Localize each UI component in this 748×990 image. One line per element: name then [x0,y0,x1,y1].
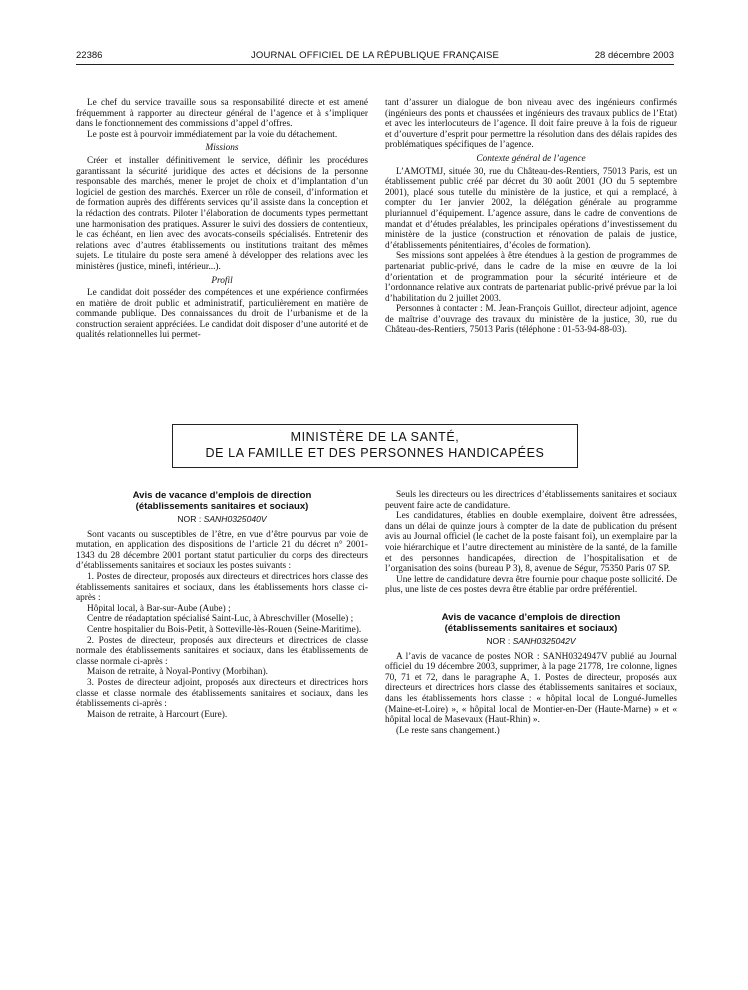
top-left-column [76,98,368,341]
issue-date: 28 décembre 2003 [594,50,674,61]
paragraph: tant d’assurer un dialogue de bon niveau avec des ingénieurs confirmés (ingénieurs des ponts et chaussées et ingénieurs des travaux publics de l’Etat) et avec les interlocuteurs de l’agence. Il doit faire preuve à la fois de rigueur et d’ouverture d’esprit pour permettre la résolution dans des délais rapides des problématiques spécifiques de l’agence. [385,98,677,151]
paragraph: 3. Postes de directeur adjoint, proposés aux directeurs et directrices hors classe et classe normale des établissements sanitaires et sociaux, dans les établissements ci-après : [76,677,368,710]
nor-code: SANH0325042V [512,635,576,646]
paragraph: Maison de retraite, à Noyal-Pontivy (Morbihan). [87,667,268,678]
paragraph: Créer et installer définitivement le service, définir les procédures garantissant la sécurité juridique des actes et décisions de la personne responsable des marchés, mener le projet de choix et d’implantation d’un logiciel de gestion des marchés. Exercer un rôle de conseil, d’information et de formation auprès des différents services qu’il assiste dans la conception et la rédaction des contrats. Piloter l’élaboration de documents types permettant une harmonisation des pratiques. Assurer le suivi des dossiers de contentieux, le cas échéant, en lien avec des avocats-conseils spécialisés. Entretenir des relations avec d’autres établissements ou institutions traitant des mêmes sujets. Le titulaire du poste sera amené à développer des relations avec les ministères (justice, minefi, intérieur...). [76,155,368,272]
avis-title [76,490,368,512]
paragraph: L’AMOTMJ, située 30, rue du Château-des-Rentiers, 75013 Paris, est un établissement public créé par décret du 30 août 2001 (JO du 5 septembre 2001), placé sous tutelle du ministère de la justice, et qui a remplacé, à compter du 1er janvier 2002, la délégation générale au programme pluriannuel d’équipement. L’agence assure, dans le cadre de conventions de mandat et d’études préalables, les principales opérations d’investissement du ministère de la justice (construction et rénovation de palais de justice, d’établissements pénitentiaires, d’écoles de formation). [385,166,677,251]
section-heading-contexte: Contexte général de l’agence [476,153,586,164]
header-rule [76,64,674,65]
paragraph: Maison de retraite, à Harcourt (Eure). [87,709,228,720]
avis-title [385,612,677,634]
avis-title-line1: Avis de vacance d’emplois de direction [132,490,312,501]
paragraph: Personnes à contacter : M. Jean-François Guillot, directeur adjoint, agence de maîtrise d’ouvrage des travaux du ministère de la justice, 30, rue du Château-des-Rentiers, 75013 Paris (téléphone : 01-53-94-88-03). [385,304,677,336]
avis-title-line1: Avis de vacance d’emplois de direction [441,611,621,623]
paragraph: Les candidatures, établies en double exemplaire, doivent être adressées, dans un délai de quinze jours à compter de la date de publication du présent avis au Journal officiel (le cachet de la poste faisant foi), un exemplaire par la voie hiérarchique et l’autre directement au ministère de la santé, de la famille et des personnes handicapées, direction de l’hospitalisation et de l’organisation des soins (bureau P 3), 8, avenue de Ségur, 75350 Paris 07 SP. [385,511,677,575]
avis-title-line2: (établissements sanitaires et sociaux) [444,622,618,634]
paragraph: A l’avis de vacance de postes NOR : SANH0324947V publié au Journal officiel du 19 décembre 2003, supprimer, à la page 21778, 1re colonne, lignes 70, 71 et 72, dans le paragraphe A, 1. Postes de directeur, proposés aux directeurs et directrices hors classe des établissements sanitaires et sociaux, dans les établissements hors classe : « hôpital local de Longué-Jumelles (Maine-et-Loire) », « hôpital local de Montier-en-Der (Haute-Marne) » et « hôpital local de Masevaux (Haut-Rhin) ». [385,651,677,726]
ministry-heading-box [172,424,578,468]
top-right-column [385,98,677,336]
paragraph: Hôpital local, à Bar-sur-Aube (Aube) ; [87,603,231,614]
bottom-left-column [76,490,368,720]
avis-title-line2: (établissements sanitaires et sociaux) [135,501,309,512]
paragraph: Seuls les directeurs ou les directrices d’établissements sanitaires et sociaux peuvent faire acte de candidature. [385,490,677,511]
paragraph: Centre hospitalier du Bois-Petit, à Sotteville-lès-Rouen (Seine-Maritime). [87,624,362,635]
paragraph: 1. Postes de directeur, proposés aux directeurs et directrices hors classe des établissements sanitaires et sociaux, dans les établissements hors classe ci-après : [76,571,368,604]
nor-reference [76,514,368,525]
paragraph: (Le reste sans changement.) [396,725,500,736]
paragraph: Le chef du service travaille sous sa responsabilité directe et est amené fréquemment à rapporter au directeur général de l’agence et à s’impliquer dans le fonctionnement des commissions d’appel d’offres. [76,98,368,130]
journal-title: JOURNAL OFFICIEL DE LA RÉPUBLIQUE FRANÇAISE [250,50,500,61]
nor-label: NOR : [486,635,513,646]
ministry-title-line2: DE LA FAMILLE ET DES PERSONNES HANDICAPÉES [205,446,545,460]
nor-code: SANH0325040V [203,514,267,524]
nor-reference [385,636,677,647]
paragraph: Le candidat doit posséder des compétences et une expérience confirmées en matière de droit public et administratif, particulièrement en matière de commande publique. Des connaissances du droit de l’urbanisme et de la construction seraient appréciées. Le candidat doit disposer d’une autorité et de qualités relationnelles lui permet- [76,288,368,341]
paragraph: Ses missions sont appelées à être étendues à la gestion de programmes de partenariat public-privé, dans le cadre de la mise en œuvre de la loi d’orientation et de programmation pour la sécurité intérieure et de l’ordonnance relative aux contrats de partenariat public-privé prévue par la loi d’habilitation du 2 juillet 2003. [385,251,677,304]
ministry-title-line1: MINISTÈRE DE LA SANTÉ, [290,430,460,444]
paragraph: Le poste est à pourvoir immédiatement par la voie du détachement. [87,129,338,140]
section-heading-missions: Missions [205,143,239,154]
paragraph: Une lettre de candidature devra être fournie pour chaque poste sollicité. De plus, une liste de ces postes devra être établie par ordre préférentiel. [385,574,677,596]
section-heading-profil: Profil [211,275,233,286]
nor-label: NOR : [177,514,204,524]
page-number: 22386 [76,50,103,61]
paragraph: Centre de réadaptation spécialisé Saint-Luc, à Abreschviller (Moselle) ; [87,614,354,625]
bottom-right-column [385,490,677,736]
paragraph: Sont vacants ou susceptibles de l’être, en vue d’être pourvus par voie de mutation, en application des dispositions de l’article 21 du décret n° 2001-1343 du 28 décembre 2001 portant statut particulier du corps des directeurs d’établissements sanitaires et sociaux les postes suivants : [76,529,368,572]
paragraph: 2. Postes de directeur, proposés aux directeurs et directrices de classe normale des établissements sanitaires et sociaux, dans les établissements de classe normale ci-après : [76,635,368,667]
